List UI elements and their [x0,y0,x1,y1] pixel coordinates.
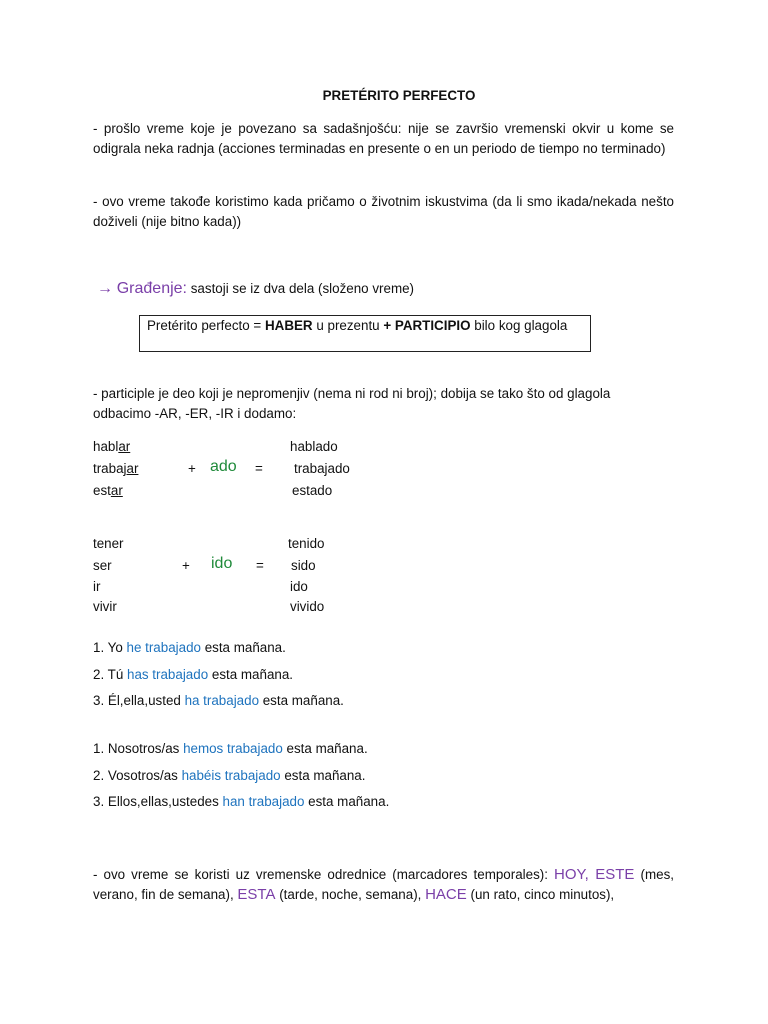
verb-er-3: ir [93,579,101,594]
construction-heading: Građenje: [116,280,187,297]
participle-er-4: vivido [290,599,325,614]
page-title: PRETÉRITO PERFECTO [322,88,476,103]
construction-line [97,279,414,299]
formula-part3: bilo kog glagola [470,318,568,333]
participle-ar-3: estado [292,483,333,498]
time-markers-paragraph: - ovo vreme se koristi uz vremenske odrednice (marcadores temporales): HOY, ESTE (mes, verano, fin de semana), ESTA (tarde, noche, semana), HACE (un rato, cinco minutos), [93,866,674,903]
intro-paragraph-1: - prošlo vreme koje je povezano sa sadašnjošću: nije se završio vremenski okvir u kome se odigrala neka radnja (acciones terminadas en presente o en un periodo de tiempo no terminado) [93,121,674,156]
formula-box [139,315,591,352]
participle-er-1: tenido [288,536,325,551]
formula-part1: Pretérito perfecto = [147,318,265,333]
marker-hace: HACE [425,886,467,903]
equals-sign-ar: = [255,461,263,476]
verb-ar-3: estar [93,483,123,498]
marker-hoy-este: HOY, ESTE [554,866,635,883]
ending-ido: ido [211,555,233,572]
example-sentence-el: 3. Él,ella,usted ha trabajado esta mañana. [93,693,344,708]
formula-part2: u prezentu [312,318,384,333]
construction-text: sastoji se iz dva dela (složeno vreme) [190,281,415,296]
plus-sign-ar: + [188,461,196,476]
example-sentence-vosotros: 2. Vosotros/as habéis trabajado esta mañana. [93,768,366,783]
example-sentence-yo: 1. Yo he trabajado esta mañana. [93,640,286,655]
participle-ar-1: hablado [290,439,338,454]
participle-er-3: ido [290,579,308,594]
verb-er-2: ser [93,558,112,573]
marker-esta: ESTA [237,886,276,903]
example-sentence-ellos: 3. Ellos,ellas,ustedes han trabajado esta mañana. [93,794,390,809]
arrow-right-icon: → [97,280,113,297]
participle-er-2: sido [291,558,316,573]
ending-ado: ado [210,458,237,475]
equals-sign-ido: = [256,558,264,573]
intro-paragraph-2: - ovo vreme takođe koristimo kada pričamo o životnim iskustvima (da li smo ikada/nekada nešto doživeli (nije bitno kada)) [93,194,674,229]
example-sentence-tu: 2. Tú has trabajado esta mañana. [93,667,294,682]
participle-note: - participle je deo koji je nepromenjiv (nema ni rod ni broj); dobija se tako što od glagola odbacimo -AR, -ER, -IR i dodamo: [93,386,611,421]
verb-ar-1: hablar [93,439,131,454]
verb-er-1: tener [93,536,124,551]
plus-sign-ido: + [182,558,190,573]
formula-haber: HABER [264,318,313,333]
formula-participio: + PARTICIPIO [383,318,471,333]
participle-ar-2: trabajado [294,461,350,476]
verb-ar-2: trabajar [93,461,139,476]
verb-er-4: vivir [93,599,117,614]
example-sentence-nosotros: 1. Nosotros/as hemos trabajado esta mañana. [93,741,368,756]
